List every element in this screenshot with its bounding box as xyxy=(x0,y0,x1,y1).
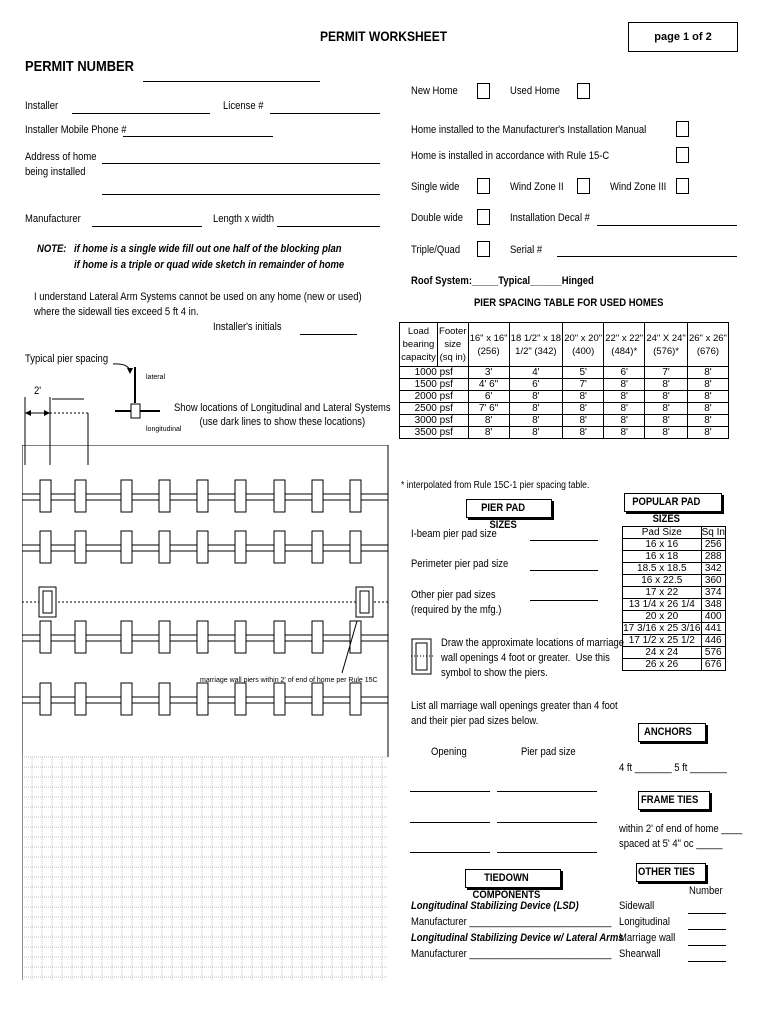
pier-cell: 5' xyxy=(563,367,604,379)
pier-header-0: Load bearing capacity xyxy=(400,323,438,367)
pier-cell: 8' xyxy=(604,379,645,391)
wind-zone-2-checkbox[interactable] xyxy=(577,178,590,194)
list-instructions: List all marriage wall openings greater than 4 foot and their pier pad sizes below. xyxy=(411,700,618,727)
page-number: page 1 of 2 xyxy=(628,22,738,52)
initials-field[interactable] xyxy=(300,334,357,335)
pier xyxy=(312,683,323,715)
tie-sidewall: Sidewall xyxy=(619,900,655,912)
pier xyxy=(274,480,285,512)
pier-cell: 2000 psf xyxy=(400,391,469,403)
wind-zone-3-label: Wind Zone III xyxy=(610,181,667,193)
pier-cell: 8' xyxy=(645,415,688,427)
manual-checkbox[interactable] xyxy=(676,121,689,137)
pier xyxy=(235,683,246,715)
ibeam-field[interactable] xyxy=(530,540,598,541)
interpolated-note: * interpolated from Rule 15C-1 pier spacing table. xyxy=(401,480,590,491)
rule-label: Home is installed in accordance with Rule 15-C xyxy=(411,150,610,162)
pier-row xyxy=(400,427,729,439)
other-pad-field[interactable] xyxy=(530,600,598,601)
pier-cell: 8' xyxy=(468,427,509,439)
typical-pier-label: Typical pier spacing xyxy=(25,353,109,365)
pad-cell: 348 xyxy=(701,599,725,611)
license-label: License # xyxy=(223,100,264,112)
pier-cell: 8' xyxy=(604,427,645,439)
pier-cell: 8' xyxy=(563,403,604,415)
pad-cell: 256 xyxy=(701,539,725,551)
pier xyxy=(197,480,208,512)
single-wide-checkbox[interactable] xyxy=(477,178,490,194)
used-home-label: Used Home xyxy=(510,85,560,97)
pier-spacing-table xyxy=(399,322,729,439)
pad-row xyxy=(623,551,726,563)
pad-cell: 26 x 26 xyxy=(623,659,702,671)
perimeter-label: Perimeter pier pad size xyxy=(411,558,509,570)
address-field-2[interactable] xyxy=(102,194,380,195)
pier xyxy=(40,480,51,512)
pier xyxy=(274,683,285,715)
pier xyxy=(75,531,86,563)
pier xyxy=(159,480,170,512)
length-label: Length x width xyxy=(213,213,275,225)
pier xyxy=(121,531,132,563)
pier xyxy=(40,531,51,563)
pier-cell: 8' xyxy=(468,415,509,427)
number-label: Number xyxy=(689,885,723,897)
lsd-manufacturer[interactable]: Manufacturer ___________________________ xyxy=(411,916,612,928)
serial-label: Serial # xyxy=(510,244,543,256)
pier-cell: 4' xyxy=(509,367,563,379)
permit-number-field[interactable] xyxy=(143,81,320,82)
pad-cell: 288 xyxy=(701,551,725,563)
pier-pad-sizes-title: PIER PAD SIZES xyxy=(466,499,552,518)
pier xyxy=(274,621,285,653)
double-wide-checkbox[interactable] xyxy=(477,209,490,225)
opening-field-2[interactable] xyxy=(410,822,490,823)
pad-cell: 17 3/16 x 25 3/16 xyxy=(623,623,701,634)
manufacturer-field[interactable] xyxy=(92,226,202,227)
pad-row xyxy=(623,623,726,635)
pad-row xyxy=(623,563,726,575)
pier xyxy=(312,480,323,512)
pier-symbol xyxy=(131,404,140,418)
new-home-label: New Home xyxy=(411,85,458,97)
note-line-1: if home is a single wide fill out one half of the blocking plan xyxy=(74,243,342,255)
pier-header-4: 20" x 20" (400) xyxy=(563,323,604,367)
pad-header-0: Pad Size xyxy=(623,527,702,539)
single-wide-label: Single wide xyxy=(411,181,460,193)
pier xyxy=(197,621,208,653)
pier xyxy=(274,531,285,563)
tie-shearwall: Shearwall xyxy=(619,948,661,960)
pier-cell: 8' xyxy=(687,391,728,403)
pad-cell: 16 x 16 xyxy=(623,539,702,551)
pier xyxy=(121,480,132,512)
pier-cell: 7' 6" xyxy=(468,403,509,415)
pier-pad-size-label: Pier pad size xyxy=(521,746,576,758)
manual-label: Home installed to the Manufacturer's Installation Manual xyxy=(411,124,647,136)
pad-cell: 20 x 20 xyxy=(623,611,702,623)
other-ties-title: OTHER TIES xyxy=(636,863,706,882)
ibeam-label: I-beam pier pad size xyxy=(411,528,497,540)
pier-cell: 2500 psf xyxy=(400,403,469,415)
pad-cell: 17 1/2 x 25 1/2 xyxy=(623,635,702,647)
pad-cell: 676 xyxy=(701,659,725,671)
pad-cell: 13 1/4 x 26 1/4 xyxy=(623,599,702,611)
pier-header-6: 24" X 24" (576)* xyxy=(645,323,688,367)
pier-cell: 1500 psf xyxy=(400,379,469,391)
pier xyxy=(121,683,132,715)
perimeter-field[interactable] xyxy=(530,570,598,571)
other-pad-label: Other pier pad sizes (required by the mfg.) xyxy=(411,589,502,616)
pier-cell: 8' xyxy=(687,415,728,427)
opening-field-3[interactable] xyxy=(410,852,490,853)
pier-header-2: 16" x 16" (256) xyxy=(468,323,509,367)
frame-ties-text[interactable]: within 2' of end of home ____ spaced at 5' 4" oc _____ xyxy=(619,823,743,850)
lsd-lateral-label: Longitudinal Stabilizing Device w/ Lateral Arms xyxy=(411,932,624,944)
opening-label: Opening xyxy=(431,746,467,758)
blocking-plan[interactable] xyxy=(22,445,390,980)
installer-label: Installer xyxy=(25,100,59,112)
pier-row xyxy=(400,415,729,427)
permit-number-label: PERMIT NUMBER xyxy=(25,58,134,75)
serial-field[interactable] xyxy=(557,256,737,257)
pier-cell: 8' xyxy=(687,379,728,391)
license-field[interactable] xyxy=(270,113,380,114)
pier-row xyxy=(400,379,729,391)
pier-cell: 3500 psf xyxy=(400,427,469,439)
pad-row xyxy=(623,587,726,599)
pier xyxy=(350,480,361,512)
arrow-head xyxy=(127,368,133,374)
pier-cell: 8' xyxy=(604,403,645,415)
used-home-checkbox[interactable] xyxy=(577,83,590,99)
pier xyxy=(121,621,132,653)
pad-row xyxy=(623,635,726,647)
pier xyxy=(197,531,208,563)
pier xyxy=(159,531,170,563)
pad-row xyxy=(623,611,726,623)
marriage-wall-number[interactable] xyxy=(688,945,726,946)
anchors-text[interactable]: 4 ft _______ 5 ft _______ xyxy=(619,762,727,774)
pier-cell: 8' xyxy=(687,367,728,379)
pier xyxy=(159,683,170,715)
pier xyxy=(235,480,246,512)
pier-cell: 1000 psf xyxy=(400,367,469,379)
pad-row xyxy=(623,575,726,587)
opening-field-1[interactable] xyxy=(410,791,490,792)
pier xyxy=(235,621,246,653)
pier-row xyxy=(400,391,729,403)
pier xyxy=(75,621,86,653)
pier-cell: 8' xyxy=(509,427,563,439)
pier xyxy=(40,683,51,715)
pad-cell: 16 x 18 xyxy=(623,551,702,563)
initials-label: Installer's initials xyxy=(213,321,282,333)
pier-cell: 8' xyxy=(563,427,604,439)
pier-header-7: 26" x 26" (676) xyxy=(687,323,728,367)
install-decal-label: Installation Decal # xyxy=(510,212,590,224)
pad-size-field-1[interactable] xyxy=(497,791,597,792)
rule-checkbox[interactable] xyxy=(676,147,689,163)
marriage-pier-symbol xyxy=(411,638,433,676)
pad-size-field-2[interactable] xyxy=(497,822,597,823)
roof-system[interactable]: Roof System:_____Typical______Hinged xyxy=(411,275,594,287)
two-ft-label: 2' xyxy=(34,385,42,397)
pier-header-1: Footer size (sq in) xyxy=(437,323,468,367)
new-home-checkbox[interactable] xyxy=(477,83,490,99)
page-title: PERMIT WORKSHEET xyxy=(320,28,448,44)
pad-row xyxy=(623,647,726,659)
lsd-lateral-manufacturer[interactable]: Manufacturer ___________________________ xyxy=(411,948,612,960)
note-label: NOTE: xyxy=(37,243,67,255)
address-label: Address of home being installed xyxy=(25,151,97,178)
pier-cell: 8' xyxy=(645,427,688,439)
marriage-pier-inner xyxy=(43,591,52,613)
pier-cell: 7' xyxy=(563,379,604,391)
marriage-pier-inner xyxy=(360,591,369,613)
pier-cell: 8' xyxy=(509,415,563,427)
pier-cell: 8' xyxy=(645,391,688,403)
pier-cell: 3' xyxy=(468,367,509,379)
pad-row xyxy=(623,659,726,671)
double-wide-label: Double wide xyxy=(411,212,464,224)
pier xyxy=(75,683,86,715)
pier-cell: 3000 psf xyxy=(400,415,469,427)
pier-cell: 8' xyxy=(604,415,645,427)
pointer-arrow xyxy=(113,364,130,371)
triple-quad-label: Triple/Quad xyxy=(411,244,461,256)
pier-row xyxy=(400,403,729,415)
pad-cell: 576 xyxy=(701,647,725,659)
pad-cell: 342 xyxy=(701,563,725,575)
tiedown-title: TIEDOWN COMPONENTS xyxy=(465,869,561,888)
pier-header-5: 22" x 22" (484)* xyxy=(604,323,645,367)
frame-ties-title: FRAME TIES xyxy=(638,791,710,810)
wind-zone-3-checkbox[interactable] xyxy=(676,178,689,194)
address-field-1[interactable] xyxy=(102,163,380,164)
pier-cell: 4' 6" xyxy=(468,379,509,391)
pier-cell: 8' xyxy=(563,415,604,427)
pad-row xyxy=(623,599,726,611)
pad-cell: 17 x 22 xyxy=(623,587,702,599)
pier-cell: 8' xyxy=(563,391,604,403)
pad-cell: 446 xyxy=(701,635,725,647)
triple-quad-checkbox[interactable] xyxy=(477,241,490,257)
pier-cell: 6' xyxy=(468,391,509,403)
draw-instructions: Draw the approximate locations of marriage wall openings 4 foot or greater. Use this symbol to show the piers. xyxy=(441,637,624,679)
pier-cell: 8' xyxy=(645,379,688,391)
pier-cell: 8' xyxy=(687,403,728,415)
pad-cell: 24 x 24 xyxy=(623,647,702,659)
marriage-note: marriage wall piers within 2' of end of home per Rule 15C xyxy=(200,677,378,684)
popular-pad-sizes-title: POPULAR PAD SIZES xyxy=(624,493,722,512)
install-decal-field[interactable] xyxy=(597,225,737,226)
pad-cell: 441 xyxy=(701,623,725,635)
length-field[interactable] xyxy=(277,226,380,227)
pier-cell: 6' xyxy=(509,379,563,391)
pier-cell: 8' xyxy=(509,391,563,403)
wind-zone-2-label: Wind Zone II xyxy=(510,181,564,193)
sidewall-number[interactable] xyxy=(688,913,726,914)
pier-cell: 6' xyxy=(604,367,645,379)
pier-cell: 8' xyxy=(645,403,688,415)
pad-cell: 400 xyxy=(701,611,725,623)
pier xyxy=(350,531,361,563)
longitudinal-label: longitudinal xyxy=(146,426,182,433)
anchors-title: ANCHORS xyxy=(638,723,706,742)
pier xyxy=(235,531,246,563)
longitudinal-number[interactable] xyxy=(688,929,726,930)
mobile-label: Installer Mobile Phone # xyxy=(25,124,127,136)
note-line-2: if home is a triple or quad wide sketch in remainder of home xyxy=(74,259,345,271)
pier-cell: 8' xyxy=(509,403,563,415)
pier xyxy=(159,621,170,653)
manufacturer-label: Manufacturer xyxy=(25,213,81,225)
lateral-label: lateral xyxy=(146,374,166,381)
tie-longitudinal: Longitudinal xyxy=(619,916,671,928)
installer-field[interactable] xyxy=(72,113,210,114)
pad-cell: 360 xyxy=(701,575,725,587)
pad-cell: 374 xyxy=(701,587,725,599)
pier-cell: 8' xyxy=(687,427,728,439)
tie-marriage-wall: Marriage wall xyxy=(619,932,676,944)
pad-row xyxy=(623,539,726,551)
pier xyxy=(312,621,323,653)
understand-text: I understand Lateral Arm Systems cannot be used on any home (new or used) where the sidewall ties exceed 5 ft 4 in. xyxy=(34,291,362,318)
pier-cell: 8' xyxy=(604,391,645,403)
pier xyxy=(312,531,323,563)
popular-pad-table xyxy=(622,526,726,671)
pad-size-field-3[interactable] xyxy=(497,852,597,853)
pad-header-1: Sq In xyxy=(701,527,725,538)
pier-cell: 7' xyxy=(645,367,688,379)
pier xyxy=(350,683,361,715)
shearwall-number[interactable] xyxy=(688,961,726,962)
pier-row xyxy=(400,367,729,379)
pad-cell: 16 x 22.5 xyxy=(623,575,702,587)
show-locations-text: Show locations of Longitudinal and Lateral Systems (use dark lines to show these locations) xyxy=(174,402,391,428)
pier xyxy=(75,480,86,512)
pier xyxy=(40,621,51,653)
pier xyxy=(197,683,208,715)
mobile-field[interactable] xyxy=(123,136,273,137)
pier-header-3: 18 1/2" x 18 1/2" (342) xyxy=(509,323,563,367)
pad-cell: 18.5 x 18.5 xyxy=(623,563,702,575)
pier-table-title: PIER SPACING TABLE FOR USED HOMES xyxy=(474,297,664,309)
lsd-label: Longitudinal Stabilizing Device (LSD) xyxy=(411,900,579,912)
